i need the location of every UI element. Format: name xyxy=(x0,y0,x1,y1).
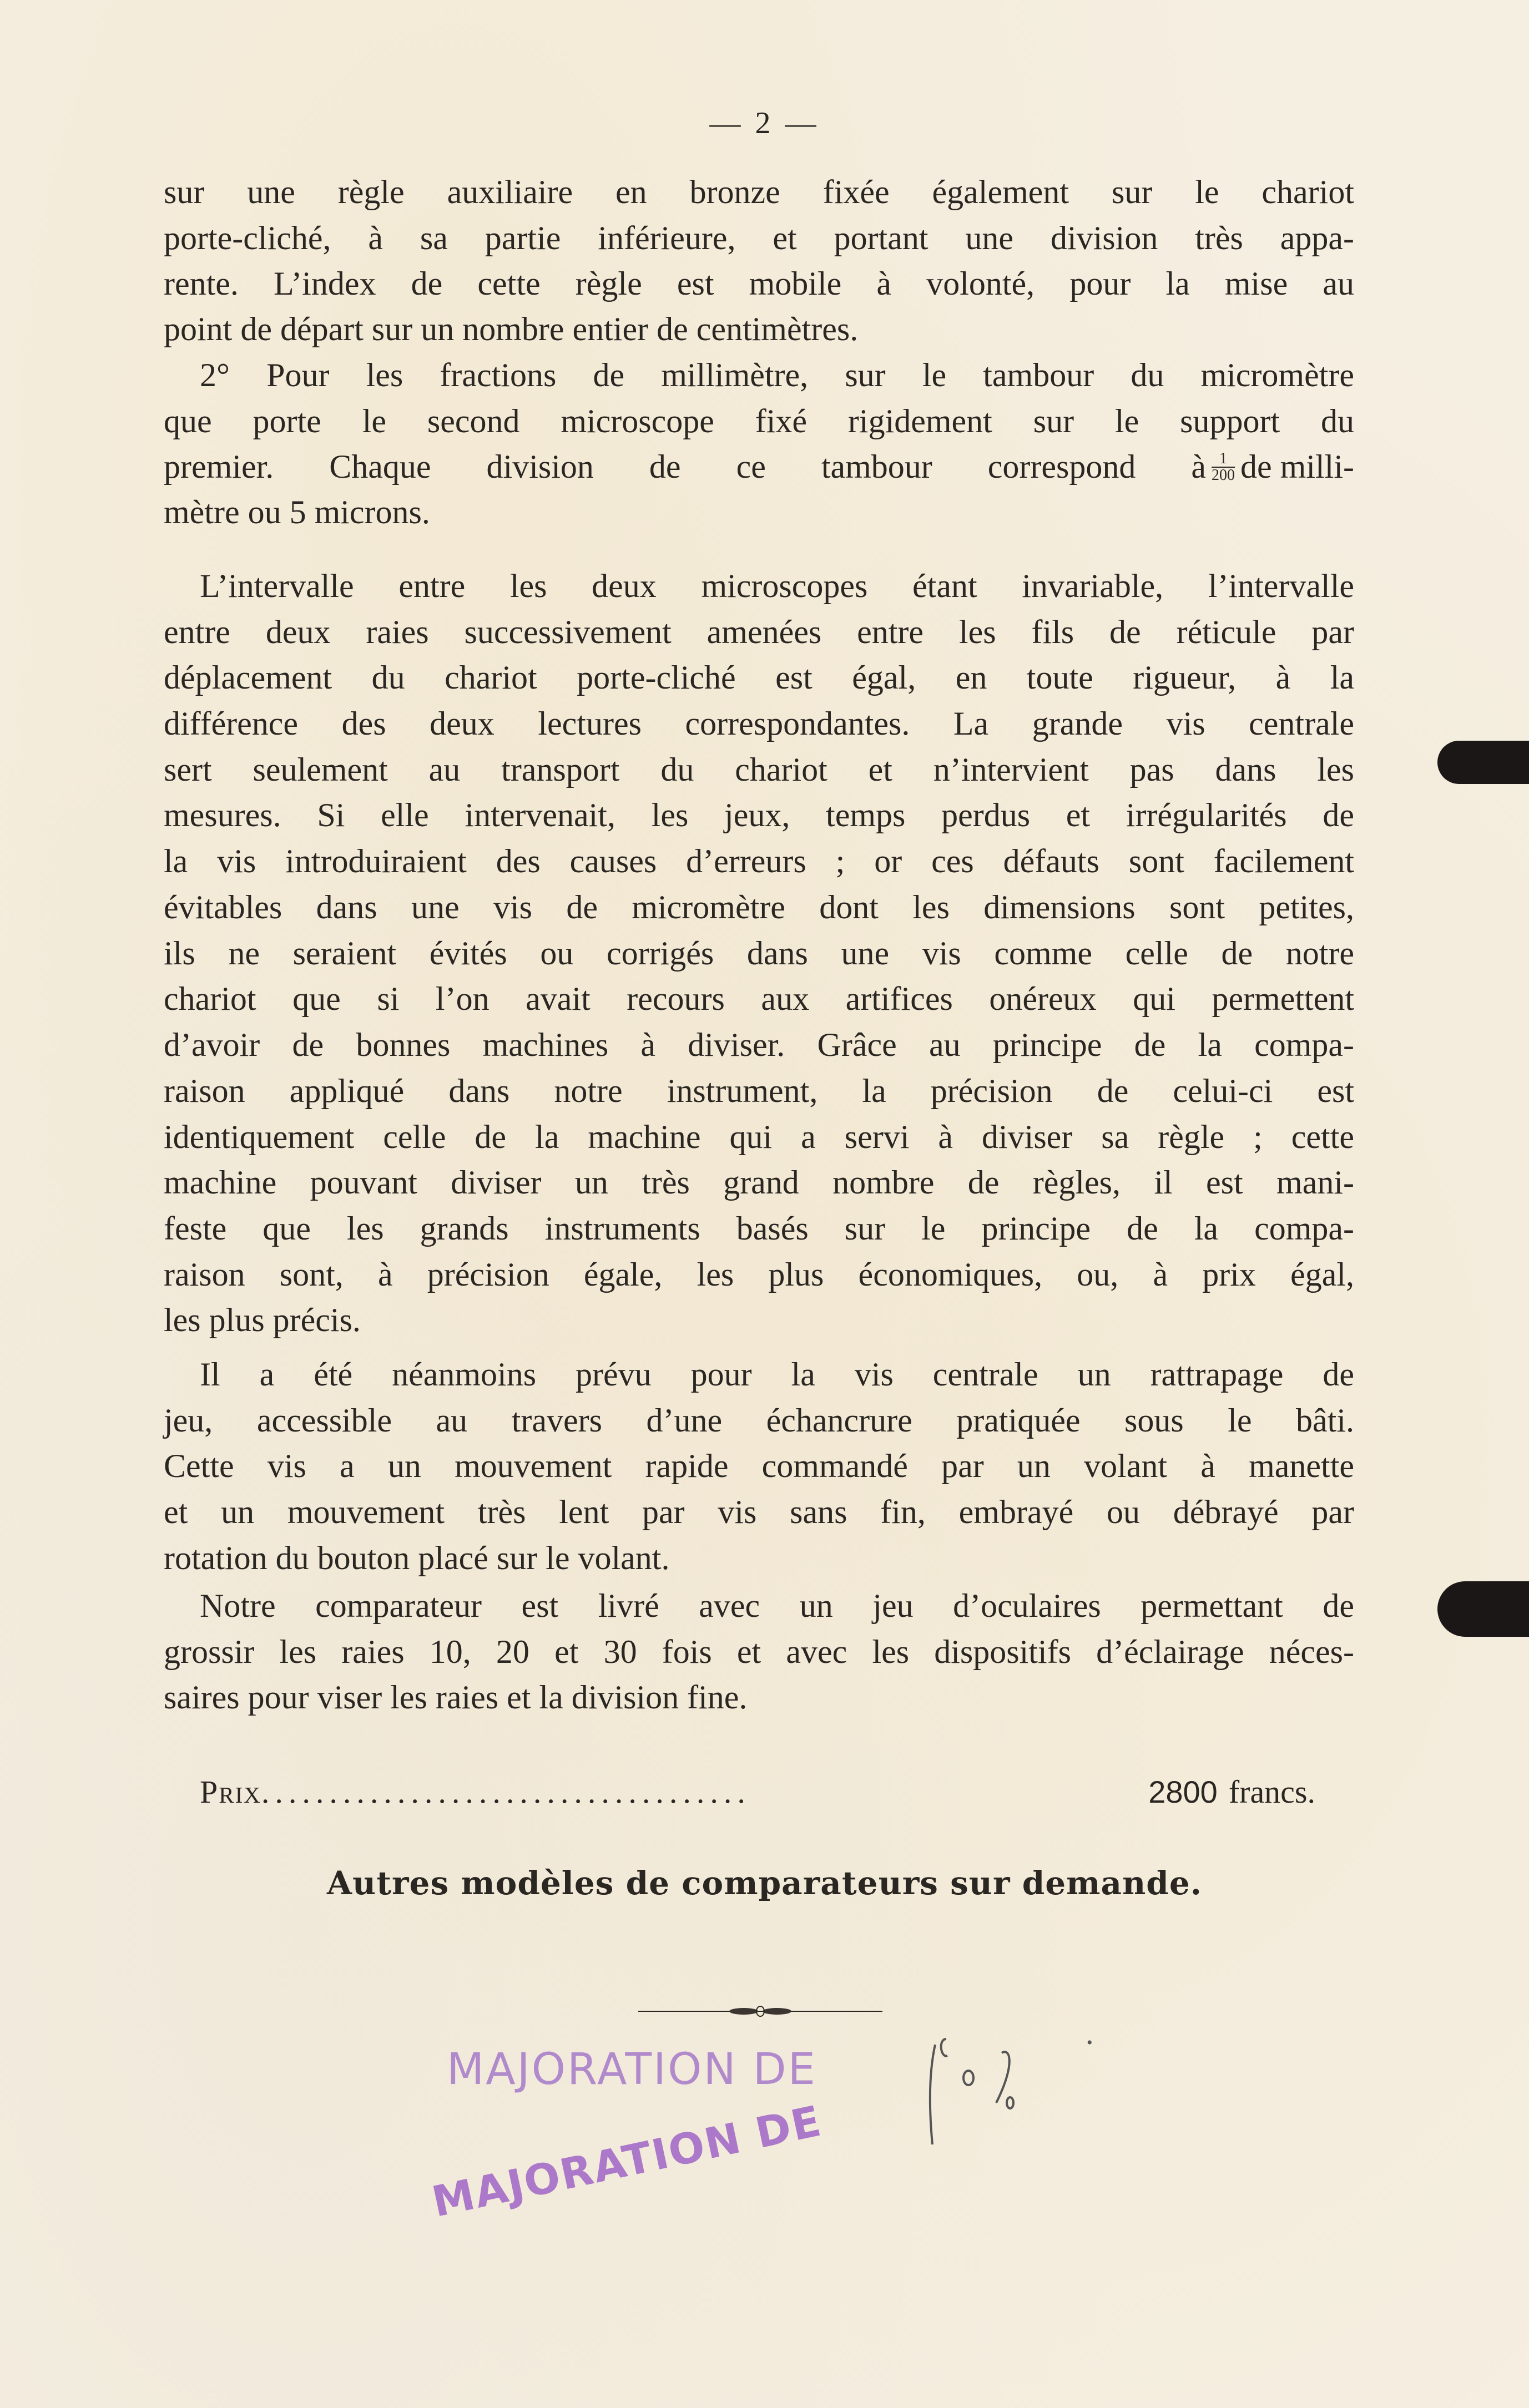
price-currency: francs. xyxy=(1228,1774,1315,1810)
stamp-majoration: MAJORATION DE xyxy=(447,2045,817,2095)
text-line: feste que les grands instruments basés sur le principe de la compa- xyxy=(164,1210,1354,1247)
text-line: saires pour viser les raies et la division fine. xyxy=(164,1679,748,1716)
text-line: déplacement du chariot porte-cliché est égal, en toute rigueur, à la xyxy=(164,659,1354,696)
fraction-numerator: 1 xyxy=(1212,451,1235,468)
text-line: sert seulement au transport du chariot et n’intervient pas dans les xyxy=(164,751,1354,788)
text-line: rente. L’index de cette règle est mobile à volonté, pour la mise au xyxy=(164,265,1354,302)
text-line: Il a été néanmoins prévu pour la vis centrale un rattrapage de xyxy=(200,1356,1354,1393)
text-line: entre deux raies successivement amenées entre les fils de réticule par xyxy=(164,614,1354,650)
text-line: rotation du bouton placé sur le volant. xyxy=(164,1540,670,1576)
text-line: Cette vis a un mouvement rapide commandé par un volant à manette xyxy=(164,1448,1354,1484)
binding-thread xyxy=(1437,1581,1529,1637)
handwritten-15-percent xyxy=(913,2025,1041,2153)
text-line: la vis introduiraient des causes d’erreurs ; or ces défauts sont facilement xyxy=(164,843,1354,879)
text-line: raison appliqué dans notre instrument, la précision de celui-ci est xyxy=(164,1073,1354,1109)
text-line: mesures. Si elle intervenait, les jeux, temps perdus et irrégularités de xyxy=(164,797,1354,833)
text-segment: de milli- xyxy=(1240,448,1354,485)
text-line: et un mouvement très lent par vis sans fin, embrayé ou débrayé par xyxy=(164,1494,1354,1530)
text-line: évitables dans une vis de micromètre dont les dimensions sont petites, xyxy=(164,889,1354,925)
fraction-1-200 xyxy=(1212,451,1235,483)
text-line: ils ne seraient évités ou corrigés dans une vis comme celle de notre xyxy=(164,935,1354,972)
other-models-note: Autres modèles de comparateurs sur demande. xyxy=(327,1864,1202,1902)
text-line: machine pouvant diviser un très grand nombre de règles, il est mani- xyxy=(164,1164,1354,1201)
text-line: chariot que si l’on avait recours aux artifices onéreux qui permettent xyxy=(164,980,1354,1017)
text-line: identiquement celle de la machine qui a servi à diviser sa règle ; cette xyxy=(164,1119,1354,1155)
text-segment: premier. Chaque division de ce tambour correspond à xyxy=(164,448,1207,485)
price-leader-dots: .................................... xyxy=(261,1774,751,1810)
price-amount: 2800 xyxy=(1148,1774,1218,1809)
text-line: point de départ sur un nombre entier de centimètres. xyxy=(164,311,859,347)
page-number: — 2 — xyxy=(709,106,820,140)
text-line: 2° Pour les fractions de millimètre, sur le tambour du micromètre xyxy=(200,357,1354,393)
ornament-divider xyxy=(638,2003,882,2020)
text-line-with-fraction xyxy=(164,444,1354,490)
price-line xyxy=(200,1770,1315,1814)
fraction-denominator: 200 xyxy=(1212,466,1235,484)
text-line: Notre comparateur est livré avec un jeu d’oculaires permettant de xyxy=(200,1587,1354,1624)
text-line: différence des deux lectures correspondantes. La grande vis centrale xyxy=(164,705,1354,742)
text-line: raison sont, à précision égale, les plus économiques, ou, à prix égal, xyxy=(164,1256,1354,1293)
text-line: grossir les raies 10, 20 et 30 fois et avec les dispositifs d’éclairage néces- xyxy=(164,1633,1354,1670)
text-line: d’avoir de bonnes machines à diviser. Grâce au principe de la compa- xyxy=(164,1026,1354,1063)
price-label: Prix xyxy=(200,1774,261,1810)
text-line: les plus précis. xyxy=(164,1302,361,1338)
binding-thread xyxy=(1437,741,1529,784)
ink-speck: • xyxy=(1087,2033,1093,2052)
text-line: que porte le second microscope fixé rigidement sur le support du xyxy=(164,403,1354,439)
text-line: L’intervalle entre les deux microscopes étant invariable, l’intervalle xyxy=(200,568,1354,604)
stamp-majoration-rotated: MAJORATION DE xyxy=(427,2096,826,2227)
text-line: jeu, accessible au travers d’une échancrure pratiquée sous le bâti. xyxy=(164,1402,1354,1439)
text-line: sur une règle auxiliaire en bronze fixée également sur le chariot xyxy=(164,174,1354,210)
text-line: porte-cliché, à sa partie inférieure, et portant une division très appa- xyxy=(164,220,1354,256)
text-line: mètre ou 5 microns. xyxy=(164,494,430,530)
